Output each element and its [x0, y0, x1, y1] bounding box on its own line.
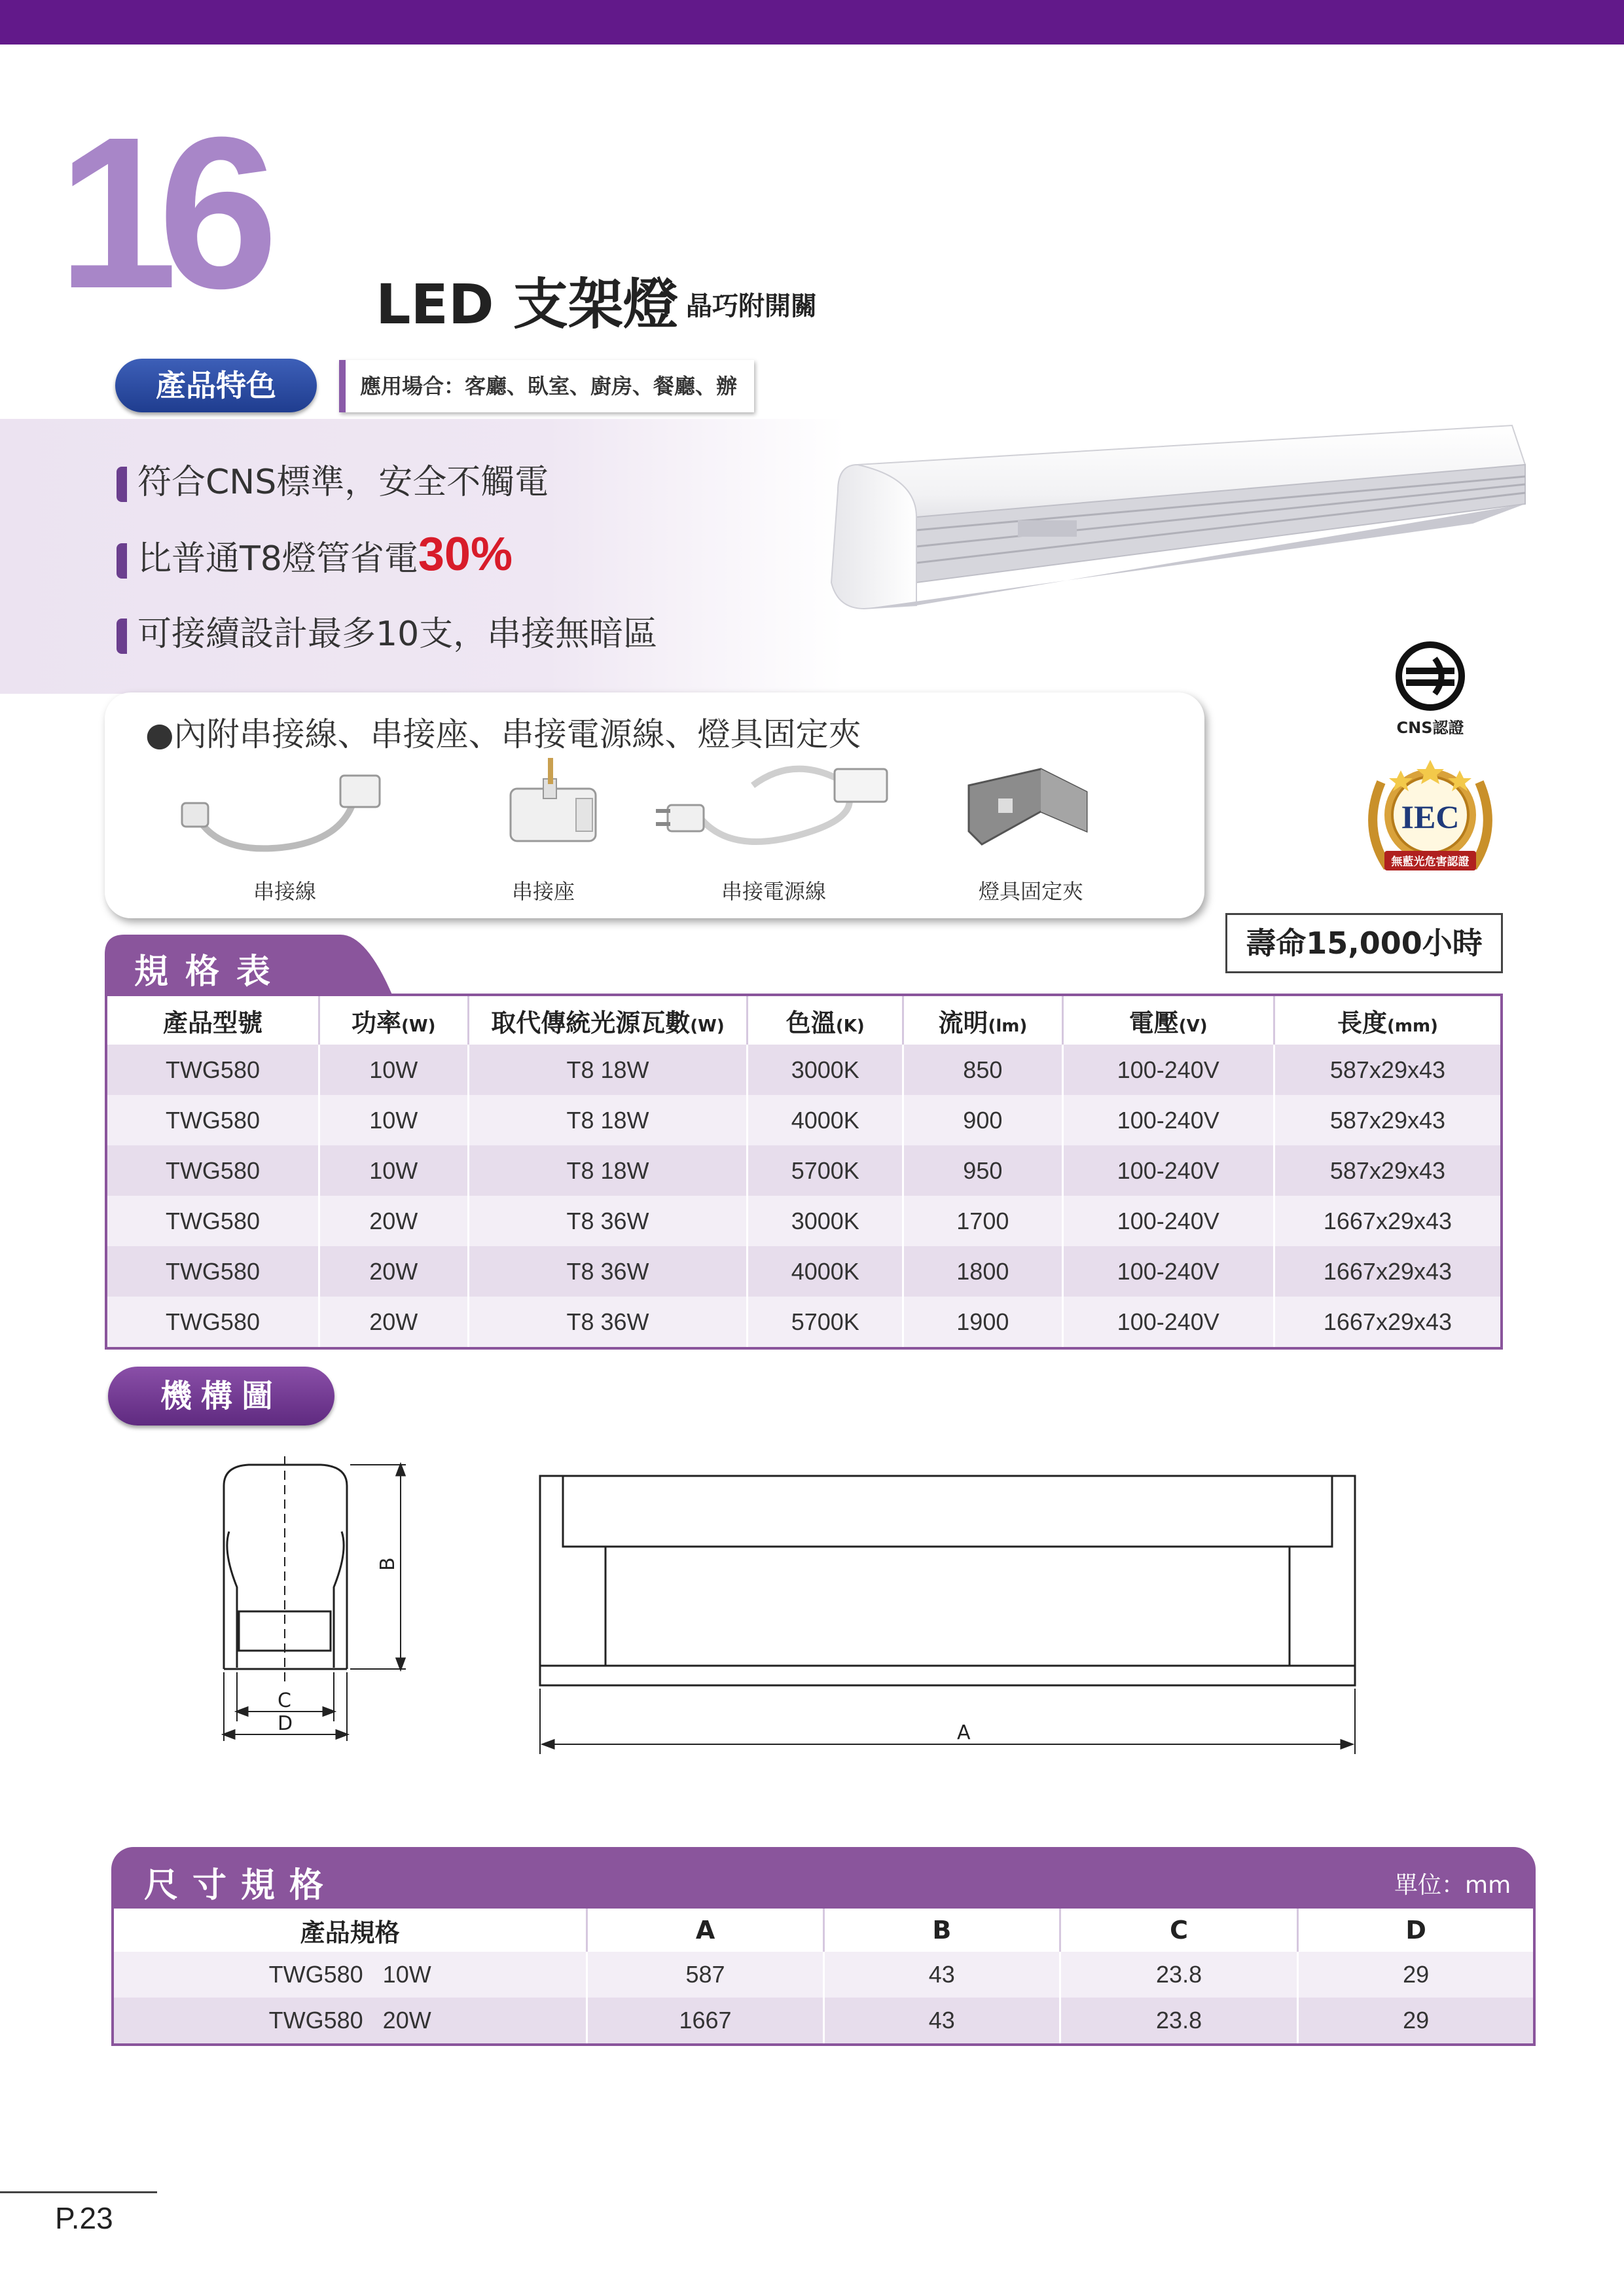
table-cell: 20W [319, 1297, 468, 1348]
table-cell: TWG580 10W [113, 1952, 587, 1998]
table-cell: 950 [903, 1145, 1063, 1196]
footer-rule [0, 2191, 157, 2193]
table-row [106, 1246, 1502, 1297]
header-cell: 電壓(V) [1062, 995, 1274, 1045]
table-cell: 3000K [748, 1045, 903, 1095]
table-cell: 43 [823, 1952, 1060, 1998]
table-cell: 1800 [903, 1246, 1063, 1297]
iec-ribbon-text: 無藍光危害認證 [1391, 855, 1470, 869]
led-batten-image [818, 419, 1545, 622]
table-cell: 43 [823, 1998, 1060, 2045]
table-cell: 29 [1298, 1952, 1534, 1998]
table-cell: 20W [319, 1196, 468, 1246]
table-cell: 1900 [903, 1297, 1063, 1348]
table-cell: T8 36W [468, 1246, 748, 1297]
table-cell: 5700K [748, 1145, 903, 1196]
unit-label: 單位：mm [1394, 1872, 1511, 1899]
table-cell: 587x29x43 [1274, 1095, 1502, 1145]
table-cell: 5700K [748, 1297, 903, 1348]
iec-logo-text: IEC [1401, 798, 1460, 835]
table-cell: 100-240V [1062, 1196, 1274, 1246]
table-row [113, 1998, 1534, 2045]
header-cell: C [1060, 1907, 1297, 1952]
top-bar [0, 0, 1624, 45]
table-row [106, 1297, 1502, 1348]
accessories-title: ●內附串接線、串接座、串接電源線、燈具固定夾 [145, 715, 861, 753]
table-cell: TWG580 [106, 1196, 319, 1246]
feature-item: 比普通T8燈管省電30% [117, 528, 513, 581]
table-cell: T8 18W [468, 1145, 748, 1196]
accessory-label: 串接線 [253, 879, 316, 904]
accessory-label: 串接座 [511, 879, 575, 904]
header-cell: 取代傳統光源瓦數(W) [468, 995, 748, 1045]
page-number-large: 16 [58, 92, 259, 333]
mechanical-drawing [209, 1446, 1388, 1774]
table-cell: 10W [319, 1145, 468, 1196]
table-cell: 1667x29x43 [1274, 1246, 1502, 1297]
table-cell: 1667 [587, 1998, 823, 2045]
table-cell: TWG580 20W [113, 1998, 587, 2045]
table-cell: TWG580 [106, 1246, 319, 1297]
dim-header-row [113, 1907, 1534, 1952]
dim-table-title: 尺寸規格 [144, 1866, 338, 1905]
table-cell: 10W [319, 1095, 468, 1145]
table-cell: 1700 [903, 1196, 1063, 1246]
dim-label-c: C [278, 1689, 291, 1712]
table-row [106, 1145, 1502, 1196]
table-cell: 587 [587, 1952, 823, 1998]
header-cell: 功率(W) [319, 995, 468, 1045]
table-cell: TWG580 [106, 1095, 319, 1145]
table-cell: 1667x29x43 [1274, 1297, 1502, 1348]
feature-item: 符合CNS標準，安全不觸電 [117, 454, 549, 503]
header-cell: 長度(mm) [1337, 1008, 1438, 1037]
connector-cable-image [177, 762, 393, 861]
table-cell: 100-240V [1062, 1095, 1274, 1145]
header-cell: A [587, 1907, 823, 1952]
dim-label-a: A [957, 1721, 971, 1744]
table-row [113, 1952, 1534, 1998]
header-cell: 產品規格 [113, 1907, 587, 1952]
table-cell: 100-240V [1062, 1145, 1274, 1196]
accessory-label: 燈具固定夾 [978, 879, 1083, 904]
spec-table-title: 規格表 [134, 952, 288, 992]
table-cell: 587x29x43 [1274, 1145, 1502, 1196]
page-number: P.23 [55, 2201, 113, 2235]
dim-label-b: B [376, 1557, 399, 1571]
features-pill: 產品特色 [115, 359, 317, 412]
table-cell: 100-240V [1062, 1045, 1274, 1095]
product-subtitle: 晶巧附開關 [686, 291, 817, 321]
table-cell: 29 [1298, 1998, 1534, 2045]
table-cell: 100-240V [1062, 1297, 1274, 1348]
cns-logo-icon [1394, 640, 1466, 712]
usage-tag: 應用場合：客廳、臥室、廚房、餐廳、辦 [339, 360, 754, 412]
table-cell: T8 18W [468, 1095, 748, 1145]
spec-table [105, 994, 1503, 1350]
header-cell: 色溫(K) [748, 995, 903, 1045]
table-cell: 850 [903, 1045, 1063, 1095]
product-title: LED 支架燈 [376, 272, 678, 336]
savings-highlight: 30% [418, 528, 513, 581]
cns-label: CNS認證 [1396, 719, 1464, 737]
header-cell: 產品型號 [106, 995, 319, 1045]
table-cell: T8 36W [468, 1196, 748, 1246]
connector-socket-image [484, 753, 609, 864]
lifetime-box: 壽命15,000小時 [1225, 913, 1503, 973]
table-cell: 23.8 [1060, 1952, 1297, 1998]
table-row [106, 1196, 1502, 1246]
table-row [106, 1045, 1502, 1095]
header-cell: 流明(lm) [903, 995, 1063, 1045]
table-cell: 20W [319, 1246, 468, 1297]
table-cell: TWG580 [106, 1045, 319, 1095]
table-cell: TWG580 [106, 1145, 319, 1196]
header-cell: D [1405, 1916, 1426, 1945]
dim-table [111, 1906, 1536, 2046]
spec-header-row [106, 995, 1502, 1045]
table-cell: 10W [319, 1045, 468, 1095]
drawing-pill: 機構圖 [108, 1367, 334, 1426]
table-cell: 900 [903, 1095, 1063, 1145]
table-cell: 4000K [748, 1095, 903, 1145]
table-row [106, 1095, 1502, 1145]
table-cell: 4000K [748, 1246, 903, 1297]
power-cable-image [655, 759, 897, 864]
dim-label-d: D [278, 1712, 293, 1735]
fixing-clip-image [956, 759, 1100, 857]
table-cell: T8 36W [468, 1297, 748, 1348]
header-cell: B [823, 1907, 1060, 1952]
table-cell: 3000K [748, 1196, 903, 1246]
table-cell: TWG580 [106, 1297, 319, 1348]
table-cell: 587x29x43 [1274, 1045, 1502, 1095]
table-cell: 100-240V [1062, 1246, 1274, 1297]
accessory-label: 串接電源線 [721, 879, 826, 904]
feature-item: 可接續設計最多10支，串接無暗區 [117, 606, 657, 655]
table-cell: T8 18W [468, 1045, 748, 1095]
table-cell: 23.8 [1060, 1998, 1297, 2045]
iec-badge-icon [1362, 756, 1499, 887]
table-cell: 1667x29x43 [1274, 1196, 1502, 1246]
